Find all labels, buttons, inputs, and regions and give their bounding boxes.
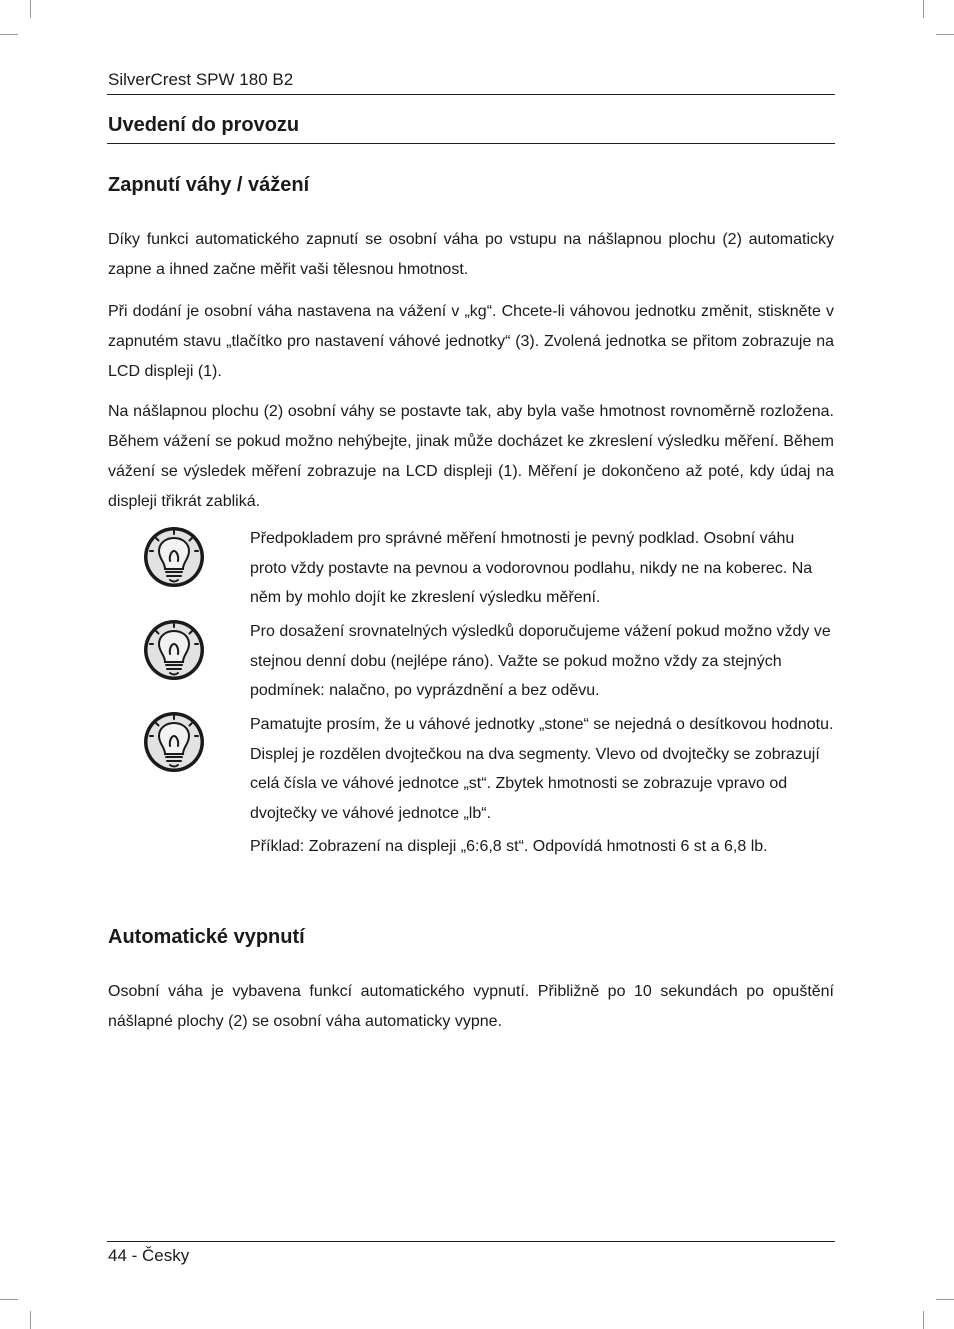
paragraph-unit-setting: Při dodání je osobní váha nastavena na vážení v „kg“. Chcete-li váhovou jednotku změnit, stiskněte v zapnutém stavu „tlačítko pro nastavení váhové jednotky“ (3). Zvolená jednotka se přitom zobrazuje na LCD displeji (1). — [108, 303, 834, 380]
crop-mark — [923, 0, 924, 18]
crop-mark — [30, 1311, 31, 1329]
crop-mark — [936, 34, 954, 35]
crop-mark — [0, 1299, 18, 1300]
section-rule — [107, 143, 835, 144]
footer-rule — [107, 1241, 835, 1242]
header-rule — [107, 94, 835, 95]
page-number: 44 - Česky — [108, 1246, 190, 1265]
section-title-commissioning: Uvedení do provozu — [108, 114, 300, 136]
crop-mark — [923, 1311, 924, 1329]
crop-mark — [30, 0, 31, 18]
note-comparable-results: Pro dosažení srovnatelných výsledků doporučujeme vážení pokud možno vždy ve stejnou denní dobu (nejlépe ráno). Važte se pokud možno vždy za stejných podmínek: nalačno, po vyprázdnění a bez oděvu. — [250, 623, 831, 699]
section-title-auto-off: Automatické vypnutí — [108, 926, 305, 948]
crop-mark — [0, 34, 18, 35]
lightbulb-icon — [142, 525, 206, 589]
lightbulb-icon — [142, 618, 206, 682]
lightbulb-icon — [142, 710, 206, 774]
note-stone-unit: Pamatujte prosím, že u váhové jednotky „stone“ se nejedná o desítkovou hodnotu. Displej je rozdělen dvojtečkou na dva segmenty. Vlevo od dvojtečky se zobrazují celá čísla ve váhové jednotce „st“. Zbytek hmotnosti se zobrazuje vpravo od dvojtečky ve váhové jednotce „lb“. — [250, 716, 834, 822]
paragraph-auto-on: Díky funkci automatického zapnutí se osobní váha po vstupu na nášlapnou plochu (2) automaticky zapne a ihned začne měřit vaši tělesnou hmotnost. — [108, 231, 834, 278]
paragraph-weighing: Na nášlapnou plochu (2) osobní váhy se postavte tak, aby byla vaše hmotnost rovnoměrně rozložena. Během vážení se pokud možno nehýbejte, jinak může docházet ke zkreslení výsledku měření. Během vážení se výsledek měření zobrazuje na LCD displeji (1). Měření je dokončeno až poté, kdy údaj na displeji třikrát zabliká. — [108, 403, 834, 510]
crop-mark — [936, 1299, 954, 1300]
note-firm-surface: Předpokladem pro správné měření hmotnosti je pevný podklad. Osobní váhu proto vždy postavte na pevnou a vodorovnou podlahu, nikdy ne na koberec. Na něm by mohlo dojít ke zkreslení výsledku měření. — [250, 530, 813, 606]
section-title-switch-on: Zapnutí váhy / vážení — [108, 174, 310, 196]
running-header: SilverCrest SPW 180 B2 — [108, 70, 294, 89]
note-stone-example: Příklad: Zobrazení na displeji „6:6,8 st“. Odpovídá hmotnosti 6 st a 6,8 lb. — [250, 838, 768, 855]
paragraph-auto-off: Osobní váha je vybavena funkcí automatického vypnutí. Přibližně po 10 sekundách po opuštění nášlapné plochy (2) se osobní váha automaticky vypne. — [108, 983, 834, 1030]
